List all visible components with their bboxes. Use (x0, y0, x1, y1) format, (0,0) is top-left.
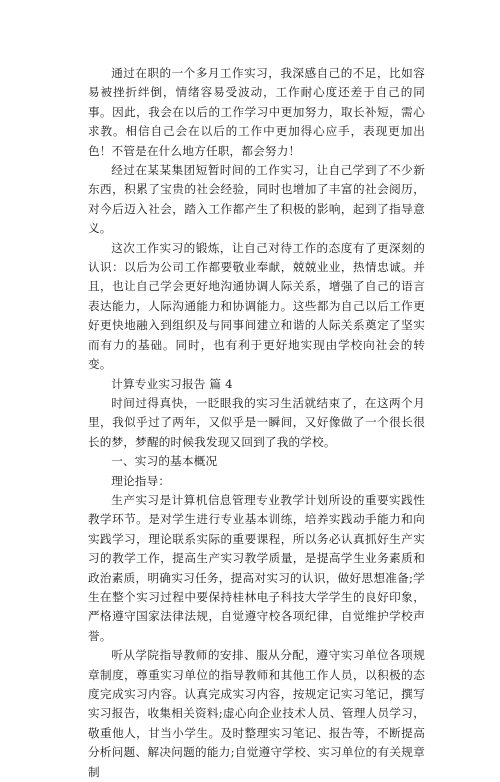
paragraph-reflection: 通过在职的一个多月工作实习，我深感自己的不足，比如容易被挫折绊倒，情绪容易受波动，工作耐心度还差于自己的同事。因此，我会在以后的工作学习中更加努力，取长补短，需心求教。相信自己会在以后的工作中更加得心应手，表现更加出色！不管是在什么地方任职，都会努力！ (88, 66, 425, 158)
paragraph-experience: 经过在某某集团短暂时间的工作实习，让自己学到了不少新东西，积累了宝贵的社会经验，同时也增加了丰富的社会阅历，对今后迈入社会，踏入工作都产生了积极的影响，起到了指导意义。 (88, 163, 425, 236)
paragraph-theory: 生产实习是计算机信息管理专业教学计划所设的重要实践性教学环节。是对学生进行专业基本训练，培养实践动手能力和向实践学习，理论联系实际的重要课程，所以务必认真抓好生产实习的教学工作，提高生产实习教学质量，是提高学生业务素质和政治素质，明确实习任务，提高对实习的认识，做好思想准备;学生在整个实习过程中要保持桂林电子科技大学学生的良好印象，严格遵守国家法律法规，自觉遵守校各项纪律，自觉维护学校声誉。 (88, 492, 425, 643)
paragraph-intro: 时间过得真快，一眨眼我的实习生活就结束了，在这两个月里，我似乎过了两年，又似乎是一瞬间，又好像做了一个很长很长的梦，梦醒的时候我发现又回到了我的学校。 (88, 395, 425, 449)
subsection-title: 一、实习的基本概况 (111, 454, 218, 469)
paragraph-rules: 听从学院指导教师的安排、服从分配，遵守实习单位各项规章制度，尊重实习单位的指导教师和其他工作人员，以积极的态度完成实习内容。认真完成实习内容，按规定记实习笔记，撰写实习报告，收集相关资料;虚心向企业技术人员、管理人员学习，敬重他人，甘当小学生。及时整理实习笔记、报告等，不断提高分析问题、解决问题的能力;自觉遵守学校、实习单位的有关规章制 (88, 648, 425, 779)
paragraph-attitude: 这次工作实习的锻炼，让自己对待工作的态度有了更深刻的认识：以后为公司工作都要敬业奉献，兢兢业业，热情忠诚。并且，也让自己学会更好地沟通协调人际关系，增强了自己的语言表达能力，人际沟通能力和协调能力。这些都为自己以后工作更好更快地融入到组织及与同事间建立和谐的人际关系奠定了坚实而有力的基础。同时，也有利于更好地实现由学校向社会的转变。 (88, 240, 425, 372)
subsection-label: 理论指导： (111, 473, 171, 488)
document-page (88, 64, 425, 782)
section-title: 计算专业实习报告 篇 4 (111, 376, 233, 391)
